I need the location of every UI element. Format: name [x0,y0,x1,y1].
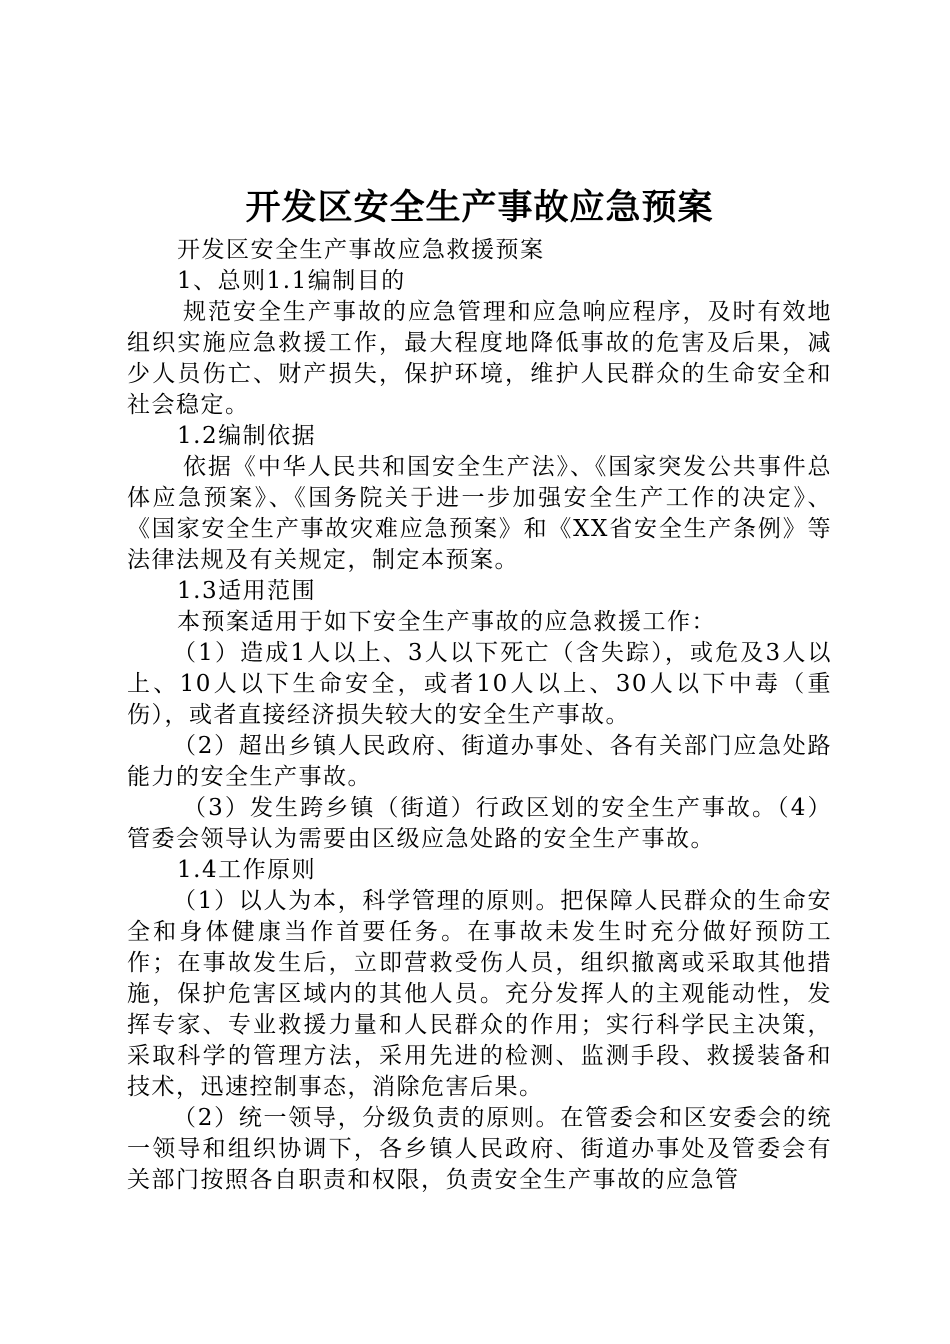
section-heading-1-1: 1、总则1.1编制目的 [177,268,406,294]
document-title: 开发区安全生产事故应急预案 [245,187,714,228]
paragraph-scope-item-3-4: （3）发生跨乡镇（街道）行政区划的安全生产事故。（4）管委会领导认为需要由区级应急处路的安全生产事故。 [127,795,832,852]
paragraph-scope-intro: 本预案适用于如下安全生产事故的应急救援工作： [177,609,716,635]
document-subtitle: 开发区安全生产事故应急救援预案 [177,237,545,263]
section-heading-1-2: 1.2编制依据 [177,423,317,449]
paragraph-purpose: 规范安全生产事故的应急管理和应急响应程序，及时有效地组织实施应急救援工作，最大程度地降低事故的危害及后果，减少人员伤亡、财产损失，保护环境，维护人民群众的生命安全和社会稳定。 [127,299,832,418]
section-heading-1-3: 1.3适用范围 [177,578,317,604]
paragraph-scope-item-1: （1）造成1人以上、3人以下死亡（含失踪），或危及3人以上、10人以下生命安全，或者10人以上、30人以下中毒（重伤），或者直接经济损失较大的安全生产事故。 [127,640,832,728]
paragraph-basis: 依据《中华人民共和国安全生产法》、《国家突发公共事件总体应急预案》、《国务院关于进一步加强安全生产工作的决定》、《国家安全生产事故灾难应急预案》和《XX省安全生产条例》等法律法规及有关规定，制定本预案。 [127,454,832,573]
section-heading-1-4: 1.4工作原则 [177,857,317,883]
paragraph-principle-2: （2）统一领导，分级负责的原则。在管委会和区安委会的统一领导和组织协调下，各乡镇人民政府、街道办事处及管委会有关部门按照各自职责和权限，负责安全生产事故的应急管 [127,1105,832,1193]
paragraph-scope-item-2: （2）超出乡镇人民政府、街道办事处、各有关部门应急处路能力的安全生产事故。 [127,733,832,790]
document-page [127,185,832,1196]
paragraph-principle-1: （1）以人为本，科学管理的原则。把保障人民群众的生命安全和身体健康当作首要任务。在事故未发生时充分做好预防工作；在事故发生后，立即营救受伤人员，组织撤离或采取其他措施，保护危害区域内的其他人员。充分发挥人的主观能动性，发挥专家、专业救援力量和人民群众的作用；实行科学民主决策，采取科学的管理方法，采用先进的检测、监测手段、救援装备和技术，迅速控制事态，消除危害后果。 [127,888,832,1100]
